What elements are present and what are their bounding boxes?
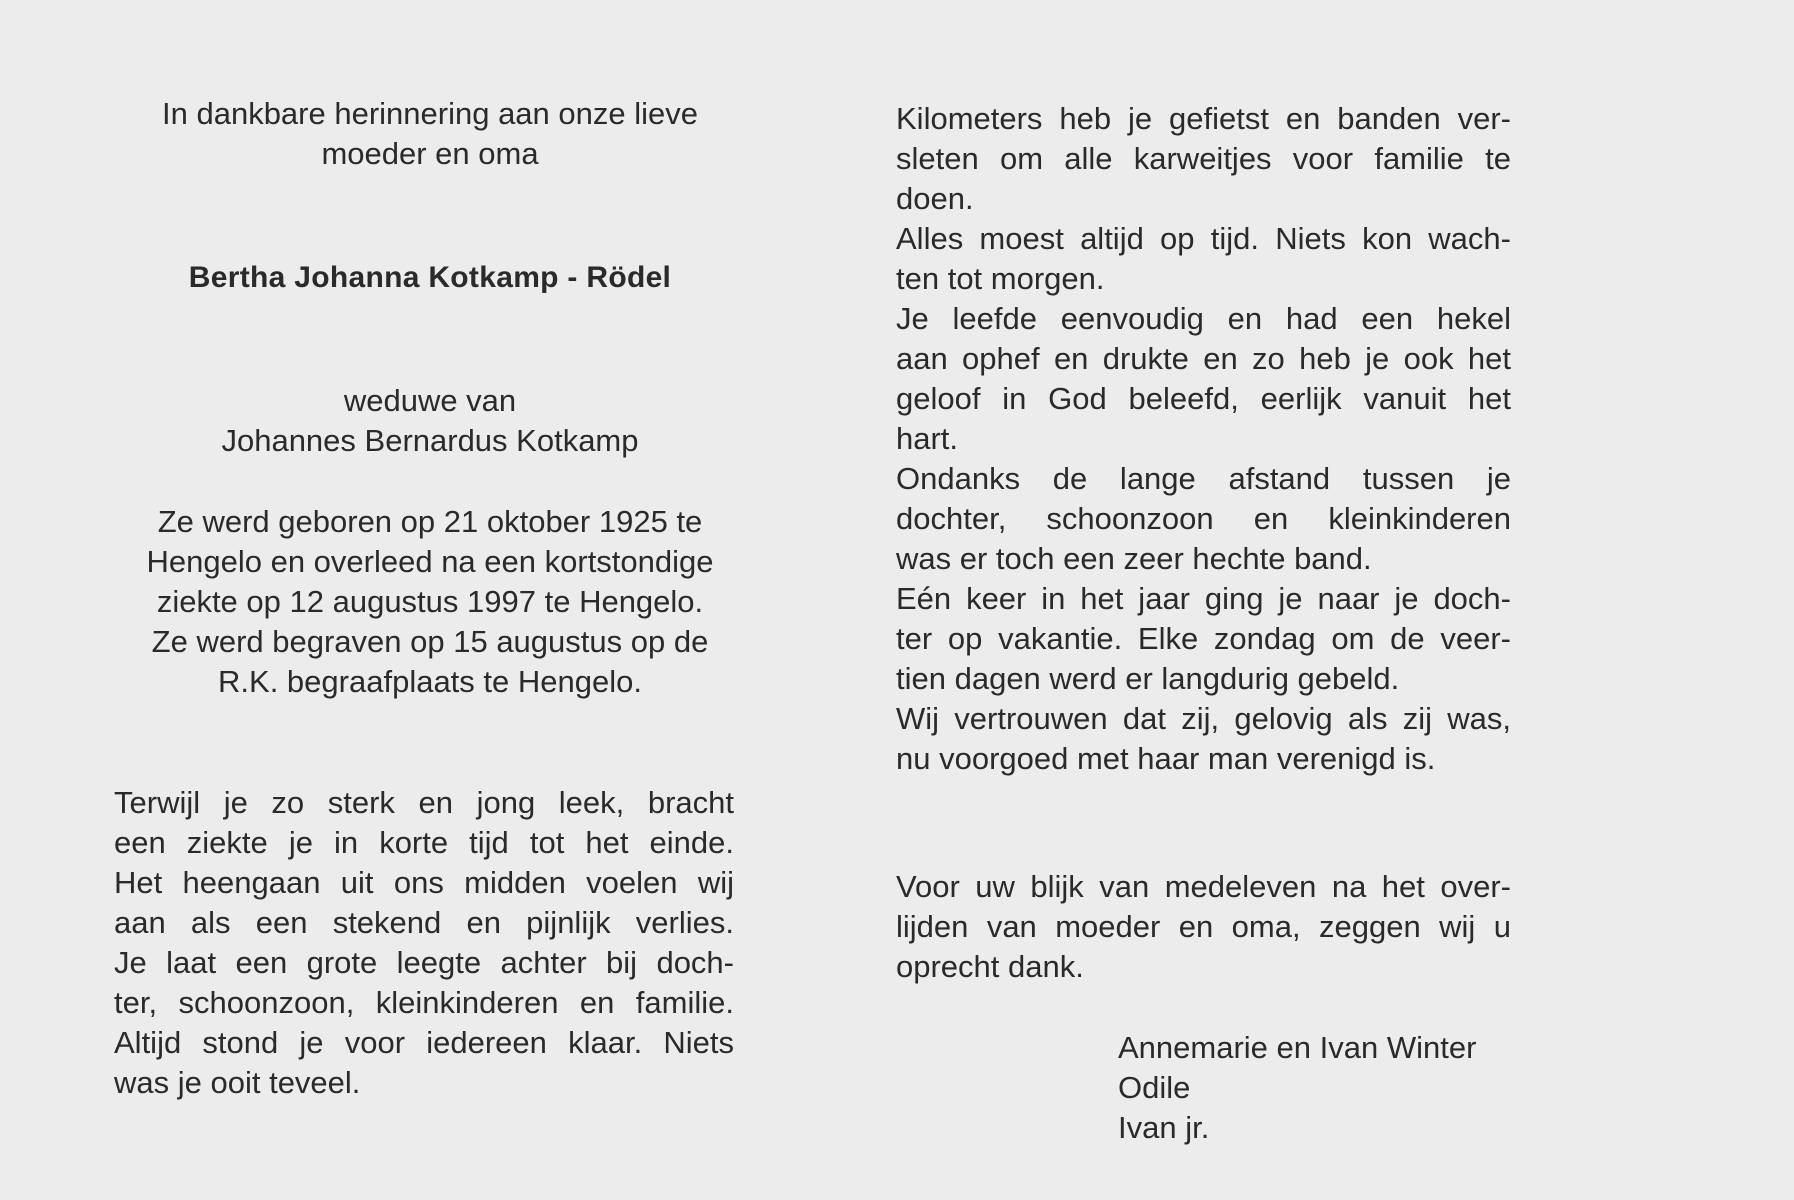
bio-line: ziekte op 12 augustus 1997 te Hengelo. bbox=[156, 584, 704, 619]
right-text-line: hart. bbox=[896, 421, 959, 456]
thanks-line: lijden van moeder en oma, zeggen wij u bbox=[896, 909, 1511, 944]
right-text-line: dochter, schoonzoon en kleinkinderen bbox=[896, 501, 1511, 536]
right-text-line: Ondanks de lange afstand tussen je bbox=[896, 461, 1511, 496]
poem-line: Je laat een grote leegte achter bij doch- bbox=[114, 945, 734, 980]
right-text-line: Alles moest altijd op tijd. Niets kon wach- bbox=[896, 221, 1511, 256]
signature-line: Annemarie en Ivan Winter bbox=[1118, 1030, 1477, 1065]
poem-line: aan als een stekend en pijnlijk verlies. bbox=[114, 905, 734, 940]
signature-line: Ivan jr. bbox=[1118, 1110, 1210, 1145]
poem-line: was je ooit teveel. bbox=[114, 1065, 361, 1100]
bio-line: Ze werd geboren op 21 oktober 1925 te bbox=[157, 504, 703, 539]
right-text-line: tien dagen werd er langdurig gebeld. bbox=[896, 661, 1400, 696]
left-page bbox=[0, 0, 860, 1200]
poem-line: Altijd stond je voor iedereen klaar. Niets bbox=[114, 1025, 734, 1060]
right-text-line: nu voorgoed met haar man verenigd is. bbox=[896, 741, 1436, 776]
bio-line: R.K. begraafplaats te Hengelo. bbox=[218, 664, 642, 699]
thanks-line: Voor uw blijk van medeleven na het over- bbox=[896, 869, 1511, 904]
right-text-line: Eén keer in het jaar ging je naar je doch- bbox=[896, 581, 1511, 616]
poem-line: ter, schoonzoon, kleinkinderen en familie. bbox=[114, 985, 734, 1020]
right-text-line: Wij vertrouwen dat zij, gelovig als zij was, bbox=[896, 701, 1511, 736]
widow-line: weduwe van bbox=[343, 383, 517, 418]
right-text-line: doen. bbox=[896, 181, 974, 216]
deceased-name: Bertha Johanna Kotkamp - Rödel bbox=[188, 261, 672, 294]
right-text-line: geloof in God beleefd, eerlijk vanuit het bbox=[896, 381, 1511, 416]
signature-line: Odile bbox=[1118, 1070, 1191, 1105]
right-text-line: sleten om alle karweitjes voor familie te bbox=[896, 141, 1511, 176]
widow-line: Johannes Bernardus Kotkamp bbox=[221, 423, 639, 458]
thanks-line: oprecht dank. bbox=[896, 949, 1084, 984]
right-text-line: ter op vakantie. Elke zondag om de veer- bbox=[896, 621, 1511, 656]
poem-line: Terwijl je zo sterk en jong leek, bracht bbox=[114, 785, 734, 820]
poem-line: een ziekte je in korte tijd tot het einde. bbox=[114, 825, 734, 860]
right-text-line: Je leefde eenvoudig en had een hekel bbox=[896, 301, 1511, 336]
bio-line: Hengelo en overleed na een kortstondige bbox=[146, 544, 714, 579]
right-text-line: ten tot morgen. bbox=[896, 261, 1105, 296]
intro-line: In dankbare herinnering aan onze lieve bbox=[162, 96, 698, 131]
right-text-line: aan ophef en drukte en zo heb je ook het bbox=[896, 341, 1511, 376]
right-text-line: was er toch een zeer hechte band. bbox=[896, 541, 1372, 576]
right-text-line: Kilometers heb je gefietst en banden ver- bbox=[896, 101, 1511, 136]
bio-line: Ze werd begraven op 15 augustus op de bbox=[151, 624, 709, 659]
intro-line: moeder en oma bbox=[321, 136, 539, 171]
poem-line: Het heengaan uit ons midden voelen wij bbox=[114, 865, 734, 900]
